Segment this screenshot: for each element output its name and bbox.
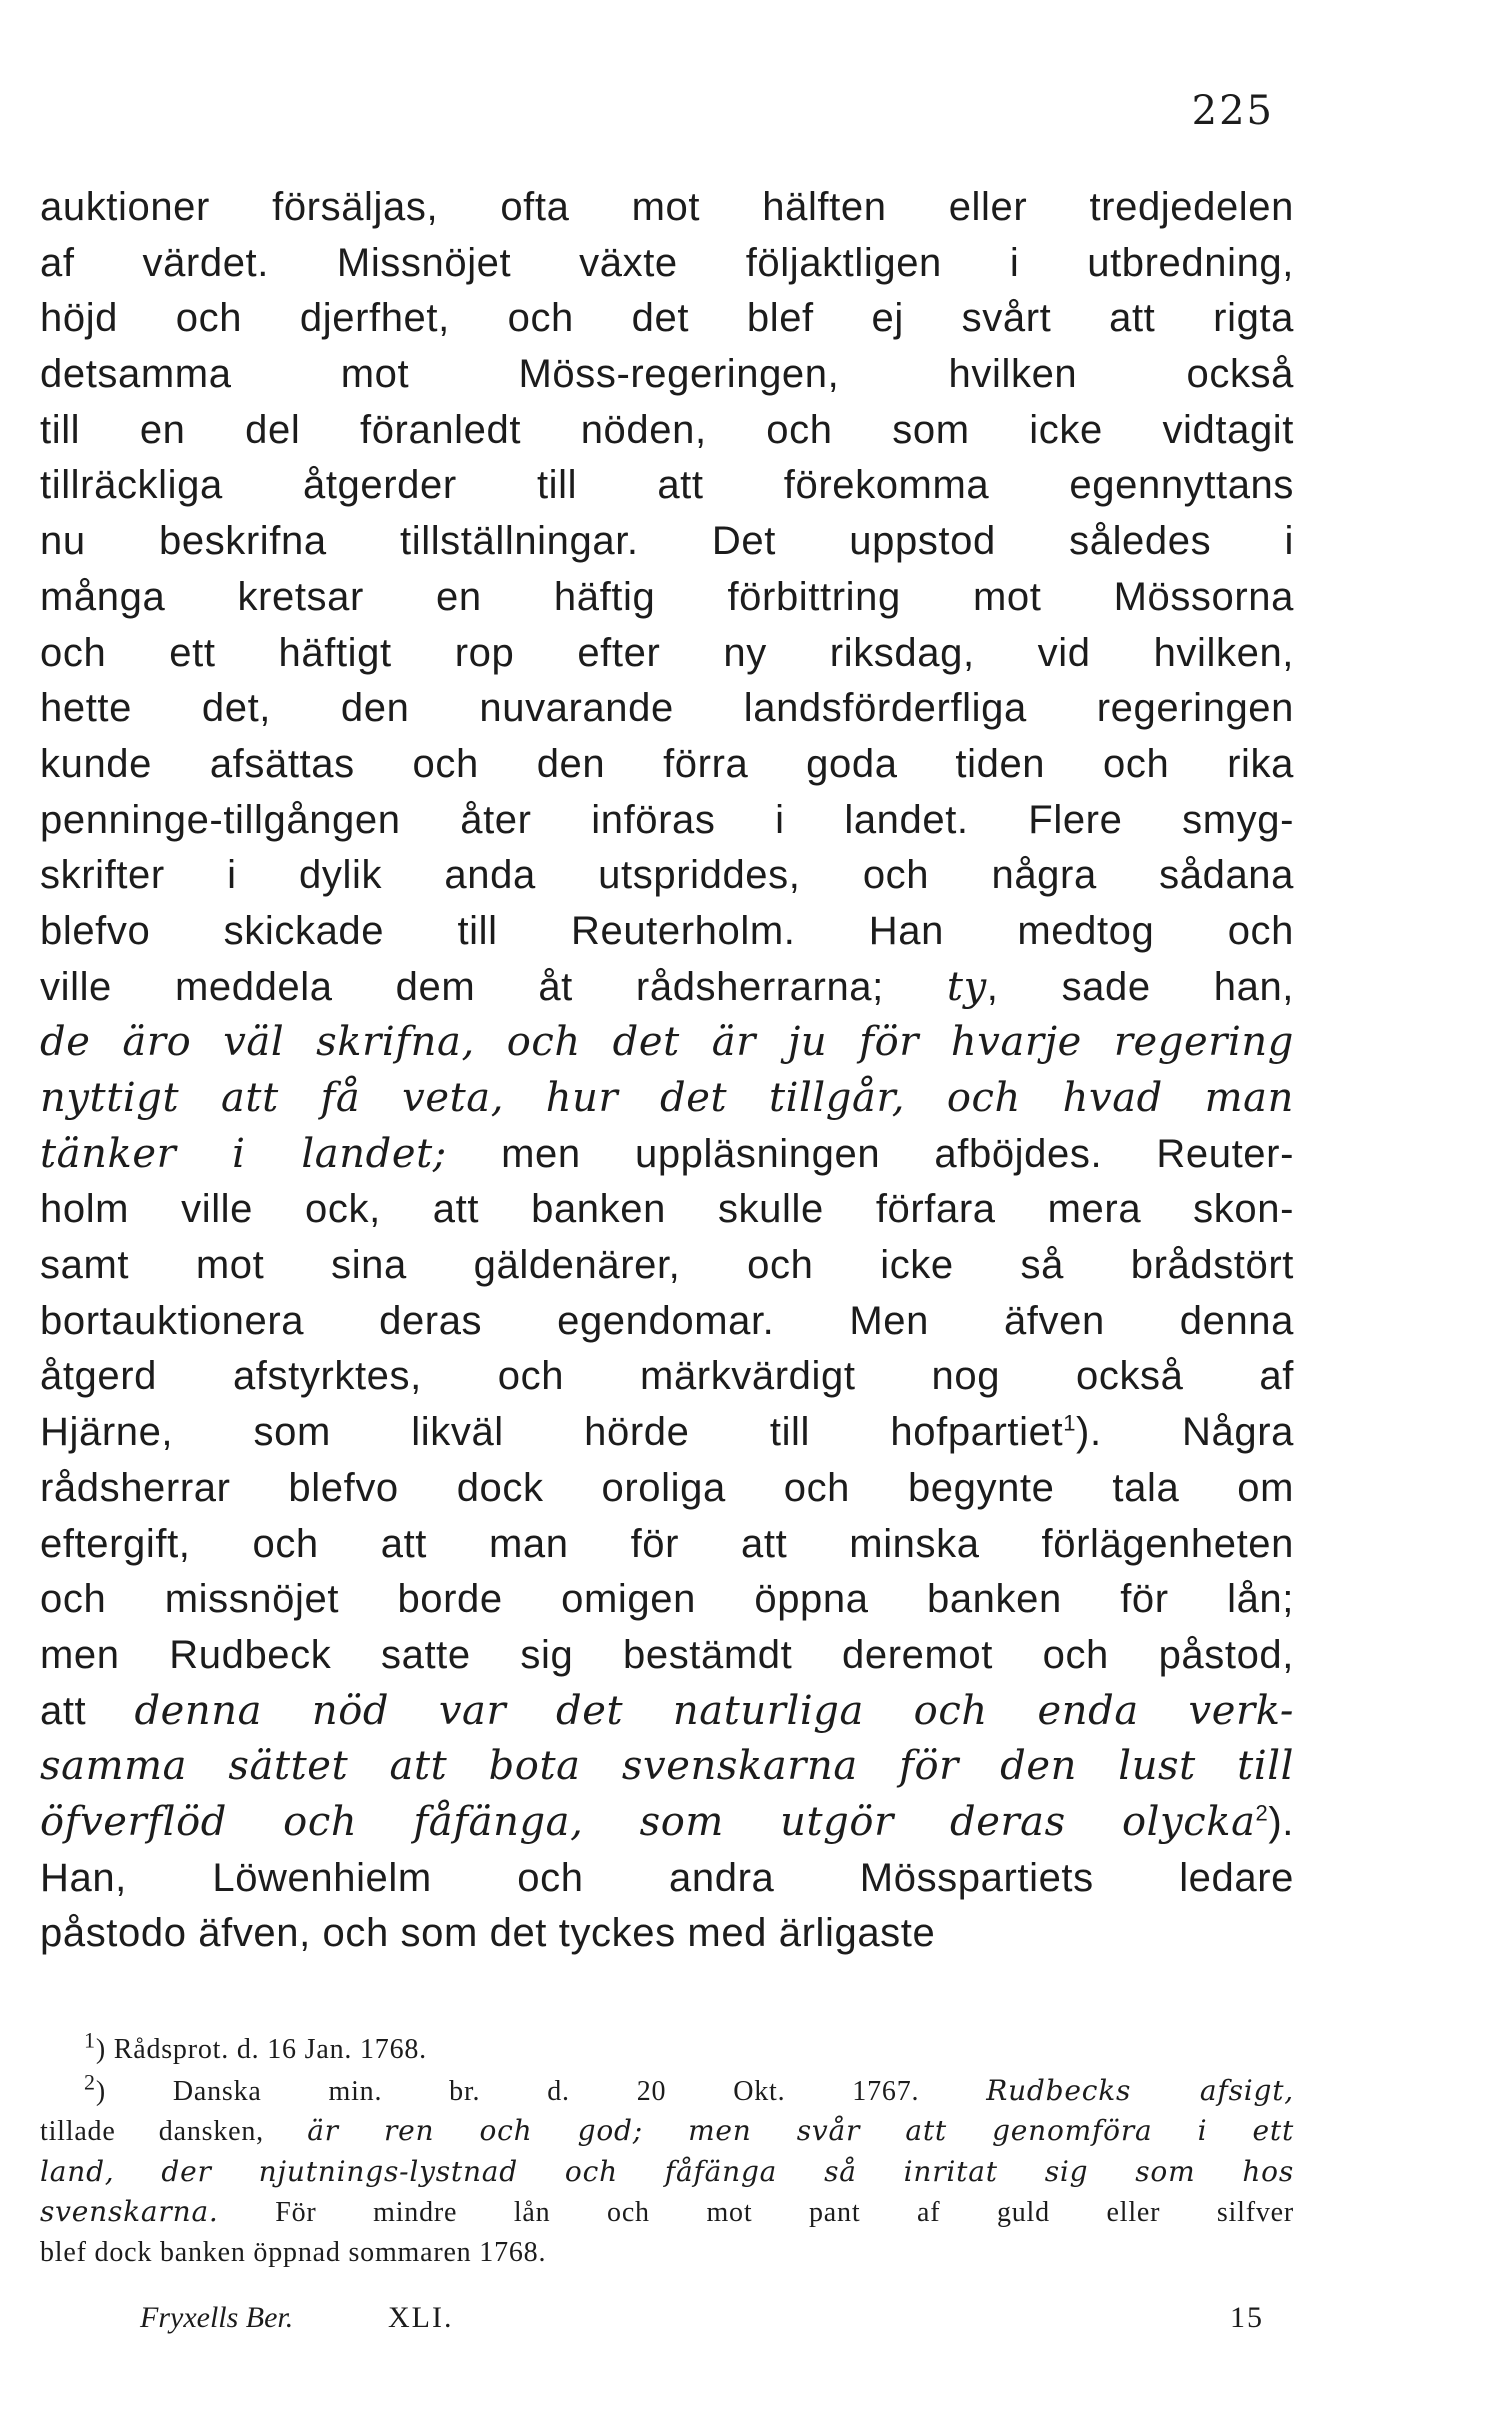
footnote-line: svenskarna. För mindre lån och mot pant af guld eller silfver	[40, 2195, 1294, 2228]
body-line: penninge-tillgången åter införas i landet. Flere smyg-	[40, 797, 1294, 842]
body-line: hette det, den nuvarande landsförderfliga regeringen	[40, 686, 1294, 731]
italic-text: är ren och god; men svår att genomföra i ett	[307, 2114, 1294, 2147]
body-line: skrifter i dylik anda utspriddes, och några sådana	[40, 853, 1294, 898]
footnote-line: blef dock banken öppnad sommaren 1768.	[40, 2236, 547, 2268]
footnote-2: $^2$) Danska min. br. d. 20 Okt. 1767. Rudbecks afsigt,	[84, 2069, 1294, 2107]
body-line: tillräckliga åtgerder till att förekomma egennyttans	[40, 463, 1294, 508]
page-footer	[40, 2293, 1294, 2343]
footer-signature: 15	[1230, 2301, 1264, 2334]
footnote-marker: 2	[84, 2069, 96, 2095]
body-line	[40, 1739, 1294, 1795]
body-line: blefvo skickade till Reuterholm. Han medtog och	[40, 908, 1294, 953]
italic-text: nyttigt att få veta, hur det tillgår, och hvad man	[40, 1075, 1294, 1121]
italic-text: ty	[946, 963, 987, 1010]
body-line: af värdet. Missnöjet växte följaktligen i utbredning,	[40, 240, 1294, 285]
body-line: rådsherrar blefvo dock oroliga och begynte tala om	[40, 1465, 1294, 1510]
body-line: ville meddela dem åt rådsherrarna; ty, sade han,	[40, 963, 1295, 1010]
body-line: öfverflöd och fåfänga, som utgör deras olycka$^2$).	[40, 1798, 1294, 1845]
body-line: nu beskrifna tillställningar. Det uppstod således i	[40, 519, 1294, 564]
body-line: till en del föranledt nöden, och som icke vidtagit	[40, 407, 1294, 452]
italic-text: de äro väl skrifna, och det är ju för hvarje regering	[40, 1019, 1294, 1066]
body-line: Han, Löwenhielm och andra Mösspartiets ledare	[40, 1855, 1294, 1900]
footer-author: Fryxells Ber.	[140, 2301, 294, 2334]
body-line: holm ville ock, att banken skulle förfara mera skon-	[40, 1187, 1294, 1232]
footnotes	[40, 2027, 1294, 2273]
body-line: och missnöjet borde omigen öppna banken för lån;	[40, 1577, 1294, 1622]
footnote-ref: 2	[1255, 1800, 1269, 1826]
footer-volume: XLI.	[388, 2301, 454, 2334]
footnote-marker: 1	[84, 2027, 96, 2053]
body-line: bortauktionera deras egendomar. Men äfven denna	[40, 1298, 1294, 1343]
body-line	[40, 1015, 1294, 1071]
italic-text: Rudbecks afsigt,	[986, 2073, 1294, 2107]
italic-text: land, der njutnings-lystnad och fåfänga så inritat sig som hos	[40, 2154, 1294, 2188]
body-line: höjd och djerfhet, och det blef ej svårt att rigta	[40, 296, 1294, 341]
italic-text: svenskarna.	[40, 2195, 219, 2228]
body-line: åtgerd afstyrktes, och märkvärdigt nog också af	[40, 1354, 1294, 1399]
footnote-line	[40, 2152, 1294, 2193]
footnote-ref: 1	[1063, 1410, 1077, 1436]
italic-text: denna nöd var det naturliga och enda verk-	[134, 1687, 1294, 1734]
body-line: eftergift, och att man för att minska förlägenheten	[40, 1521, 1294, 1566]
body-line: många kretsar en häftig förbittring mot Mössorna	[40, 574, 1294, 619]
body-line: och ett häftigt rop efter ny riksdag, vid hvilken,	[40, 630, 1294, 675]
body-line	[40, 1071, 1294, 1127]
body-line: att denna nöd var det naturliga och enda verk-	[40, 1687, 1294, 1734]
italic-text: öfverflöd och fåfänga, som utgör deras olycka	[40, 1798, 1256, 1845]
italic-text: tänker i landet;	[40, 1130, 447, 1177]
body-line: kunde afsättas och den förra goda tiden och rika	[40, 741, 1294, 786]
footnote-line: tillade dansken, är ren och god; men svår att genomföra i ett	[40, 2114, 1294, 2147]
body-text	[40, 180, 1294, 1962]
italic-text: samma sättet att bota svenskarna för den lust till	[40, 1743, 1294, 1790]
page-number: 225	[1191, 88, 1274, 134]
book-page	[40, 0, 1294, 2417]
body-line: påstodo äfven, och som det tyckes med ärligaste	[40, 1911, 936, 1956]
body-line: samt mot sina gäldenärer, och icke så brådstört	[40, 1243, 1294, 1288]
body-line: auktioner försäljas, ofta mot hälften eller tredjedelen	[40, 185, 1294, 229]
body-line: tänker i landet; men uppläsningen afböjdes. Reuter-	[40, 1130, 1294, 1177]
body-line: men Rudbeck satte sig bestämdt deremot och påstod,	[40, 1632, 1294, 1677]
body-line: detsamma mot Möss-regeringen, hvilken också	[40, 352, 1294, 397]
footnote-1: $^1$) Rådsprot. d. 16 Jan. 1768.	[84, 2027, 427, 2065]
body-line: Hjärne, som likväl hörde till hofpartiet$^1$). Några	[40, 1410, 1294, 1455]
